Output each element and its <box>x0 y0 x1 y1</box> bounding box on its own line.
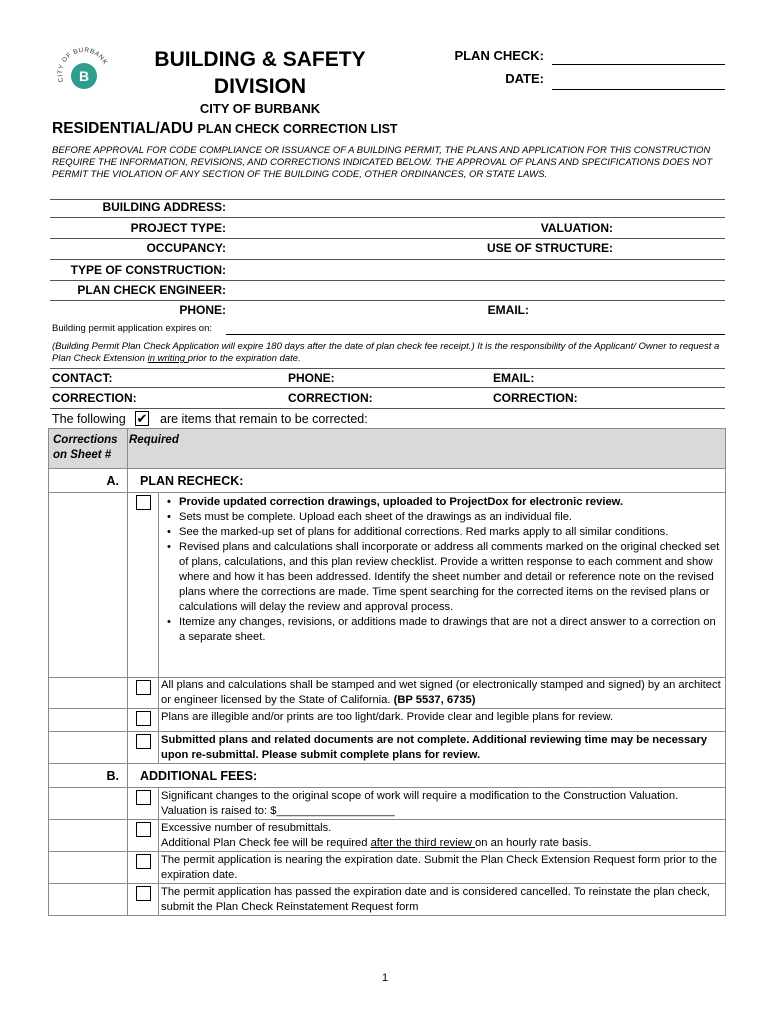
list-item: • See the marked-up set of plans for additional corrections. Red marks apply to all similar conditions. <box>179 525 721 540</box>
a4-sheet-cell[interactable] <box>49 732 128 764</box>
division-title: BUILDING & SAFETY DIVISION <box>154 48 366 98</box>
contact-email-label: EMAIL: <box>493 371 535 385</box>
use-of-structure-label: USE OF STRUCTURE: <box>487 241 613 255</box>
building-address-label: BUILDING ADDRESS: <box>102 200 226 214</box>
b3-text: The permit application is nearing the expiration date. Submit the Plan Check Extension Request form prior to the expiration date. <box>159 852 726 884</box>
b4-text: The permit application has passed the expiration date and is considered cancelled. To reinstate the plan check, submit the Plan Check Reinstatement Request form <box>159 884 726 916</box>
date-label: DATE: <box>505 71 544 86</box>
b1-sheet-cell[interactable] <box>49 788 128 820</box>
b2-sheet-cell[interactable] <box>49 820 128 852</box>
valuation-blank[interactable]: ___________________ <box>276 805 395 817</box>
page-number: 1 <box>381 972 389 984</box>
a2-text: All plans and calculations shall be stamped and wet signed (or electronically stamped and signed) by an architect or engineer licensed by the State of California. (BP 5537, 6735) <box>159 678 726 709</box>
date-field[interactable] <box>552 89 725 90</box>
project-type-label: PROJECT TYPE: <box>130 221 226 235</box>
correction-label-1: CORRECTION: <box>52 391 137 405</box>
a4-checkbox[interactable] <box>136 734 151 749</box>
occupancy-label: OCCUPANCY: <box>146 241 226 255</box>
expires-field[interactable] <box>226 334 725 335</box>
list-item: • Revised plans and calculations shall incorporate or address all comments marked on the original checked set of plans, calculations, and this plan review checklist. Provide a written response to each comment and show where and how it has been addressed. Identify the sheet number and detail or reference note on the revised plans where the corrections are made. Time spent searching for the corrected items on the revised plans or calculations will delay the review and approval process. <box>179 540 721 615</box>
contact-phone-label: PHONE: <box>288 371 335 385</box>
svg-text:B: B <box>78 68 90 84</box>
city-seal-logo <box>56 45 112 101</box>
correction-label-2: CORRECTION: <box>288 391 373 405</box>
b2-text: Excessive number of resubmittals. Additional Plan Check fee will be required after the third review on an hourly rate basis. <box>159 820 726 852</box>
b3-checkbox[interactable] <box>136 854 151 869</box>
checkmark-icon: ✔ <box>136 411 148 426</box>
section-b-letter: B. <box>49 764 128 788</box>
a2-sheet-cell[interactable] <box>49 678 128 709</box>
b4-sheet-cell[interactable] <box>49 884 128 916</box>
section-a-letter: A. <box>49 469 128 493</box>
list-item: • Provide updated correction drawings, uploaded to ProjectDox for electronic review. <box>179 495 721 510</box>
b4-checkbox[interactable] <box>136 886 151 901</box>
valuation-label: VALUATION: <box>540 221 613 235</box>
plan-check-label: PLAN CHECK: <box>454 48 544 63</box>
plan-check-field[interactable] <box>552 64 725 65</box>
a3-checkbox[interactable] <box>136 711 151 726</box>
city-name: CITY OF BURBANK <box>199 101 321 116</box>
a3-text: Plans are illegible and/or prints are too light/dark. Provide clear and legible plans for review. <box>159 709 726 732</box>
b1-text: Significant changes to the original scope of work will require a modification to the Construction Valuation. Valuation is raised to: $___________________ <box>159 788 726 820</box>
section-b-title: ADDITIONAL FEES: <box>128 764 726 788</box>
a4-text: Submitted plans and related documents are not complete. Additional reviewing time may be necessary upon re-submittal. Please submit complete plans for review. <box>159 732 726 764</box>
b2-checkbox[interactable] <box>136 822 151 837</box>
type-of-construction-label: TYPE OF CONSTRUCTION: <box>70 263 226 277</box>
b3-sheet-cell[interactable] <box>49 852 128 884</box>
list-item: • Sets must be complete. Upload each sheet of the drawings as an individual file. <box>179 510 721 525</box>
list-item: • Itemize any changes, revisions, or additions made to drawings that are not a direct answer to a correction on a separate sheet. <box>179 615 721 645</box>
required-header: Required <box>128 429 726 469</box>
a1-bullets <box>161 495 721 645</box>
engineer-phone-label: PHONE: <box>179 303 226 317</box>
a1-checkbox[interactable] <box>136 495 151 510</box>
section-a-title: PLAN RECHECK: <box>128 469 726 493</box>
a2-checkbox[interactable] <box>136 680 151 695</box>
corrections-sheet-header: Corrections on Sheet # <box>49 429 128 469</box>
contact-label: CONTACT: <box>52 371 113 385</box>
following-text: The following <box>52 412 126 426</box>
following-text-after: are items that remain to be corrected: <box>160 412 368 426</box>
expires-note: (Building Permit Plan Check Application will expire 180 days after the date of plan check fee receipt.) It is the responsibility of the Applicant/ Owner to request a Plan Check Extension in writing prior to the expiration date. <box>52 341 720 364</box>
correction-label-3: CORRECTION: <box>493 391 578 405</box>
expires-label: Building permit application expires on: <box>52 323 213 334</box>
disclaimer: BEFORE APPROVAL FOR CODE COMPLIANCE OR ISSUANCE OF A BUILDING PERMIT, THE PLANS AND APPLICATION FOR THIS CONSTRUCTION REQUIRE THE INFORMATION, REVISIONS, AND CORRECTIONS INDICATED BELOW. THE APPROVAL OF PLANS AND SPECIFICATIONS DOES NOT PERMIT THE VIOLATION OF ANY SECTION OF THE BUILDING CODE, OTHER ORDINANCES, OR STATE LAWS. <box>52 145 713 180</box>
plan-check-engineer-label: PLAN CHECK ENGINEER: <box>77 283 226 297</box>
a3-sheet-cell[interactable] <box>49 709 128 732</box>
b1-checkbox[interactable] <box>136 790 151 805</box>
a1-sheet-cell[interactable] <box>49 493 128 678</box>
list-title: RESIDENTIAL/ADU PLAN CHECK CORRECTION LIST <box>52 120 398 137</box>
engineer-email-label: EMAIL: <box>487 303 529 317</box>
corrections-table <box>48 428 726 916</box>
svg-text:CITY OF BURBANK: CITY OF BURBANK <box>56 46 109 83</box>
